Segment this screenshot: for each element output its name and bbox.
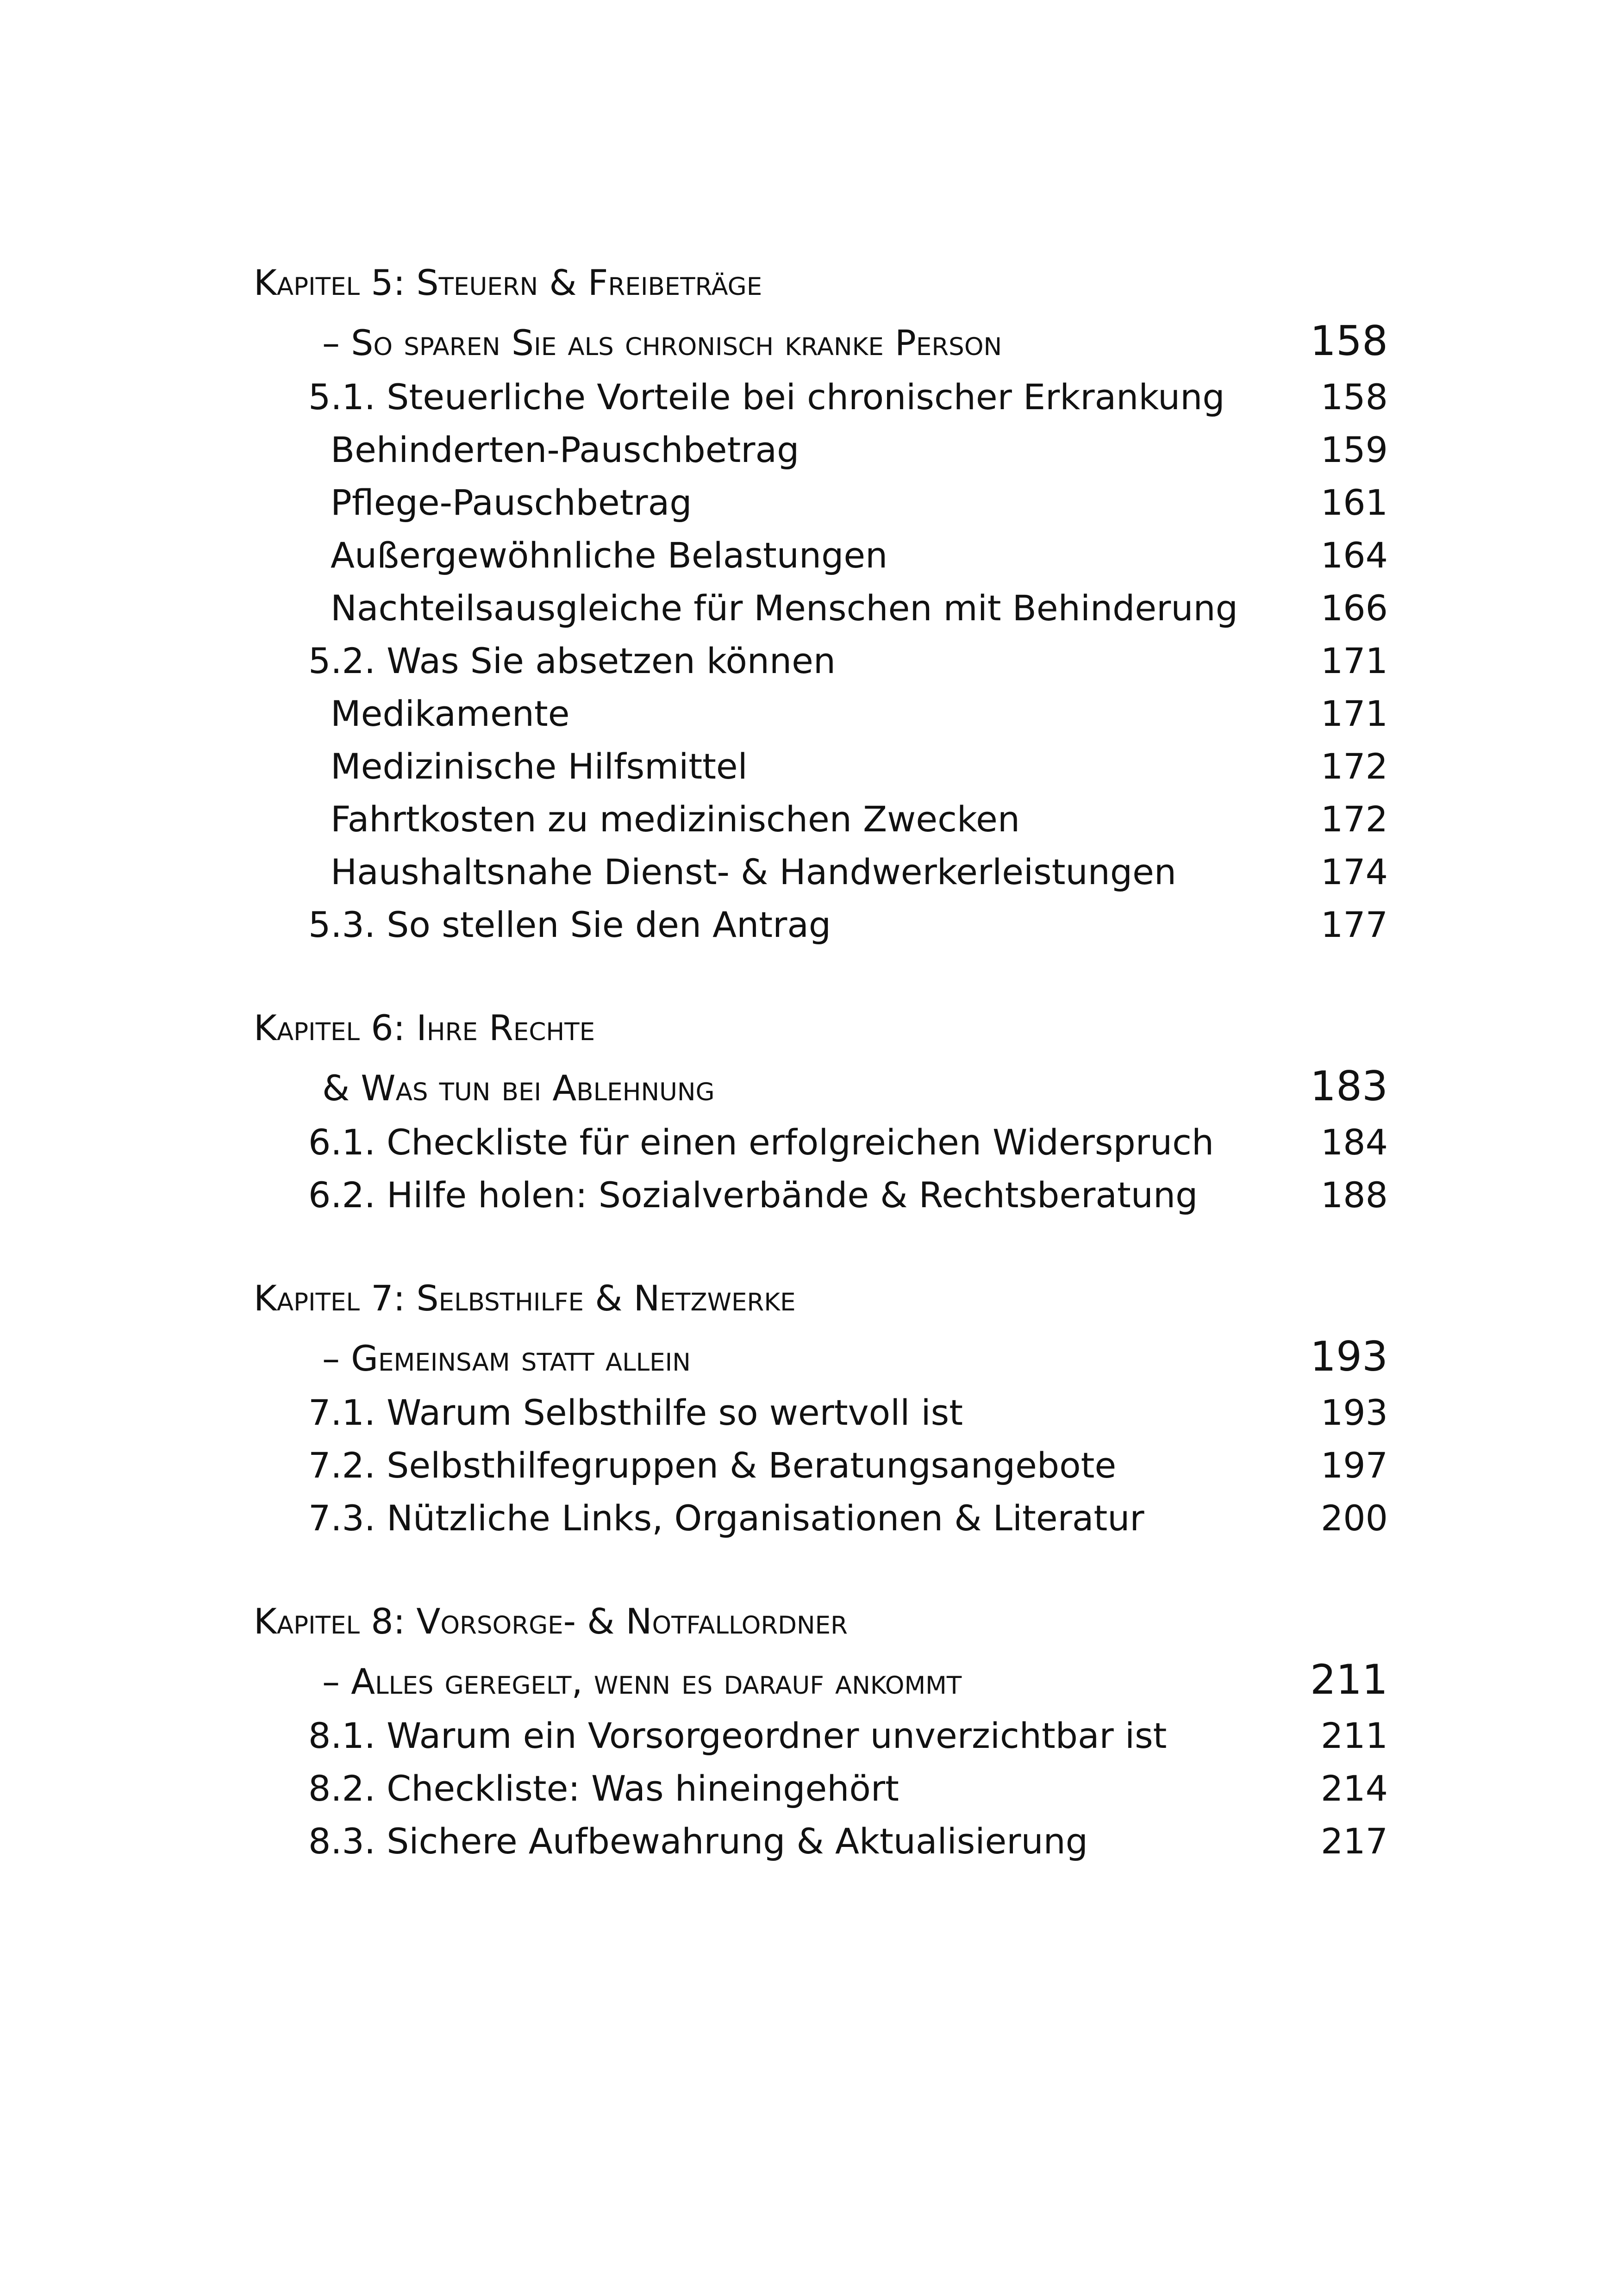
page-number: 159 <box>1320 429 1388 470</box>
chapter-title: Kapitel 6: Ihre Rechte <box>254 1007 595 1048</box>
entry-text: Pflege-Pauschbetrag <box>331 482 692 523</box>
toc-section-entry <box>254 1116 1388 1169</box>
page-number: 158 <box>1320 376 1388 418</box>
page-number: 171 <box>1320 693 1388 734</box>
page-number: 183 <box>1310 1062 1388 1110</box>
page-number: 164 <box>1320 535 1388 576</box>
page-number: 172 <box>1320 746 1388 787</box>
chapter-subtitle: & Was tun bei Ablehnung <box>322 1067 715 1109</box>
toc-section-entry <box>254 1492 1388 1545</box>
page-number: 171 <box>1320 640 1388 681</box>
page-number: 211 <box>1320 1715 1388 1756</box>
entry-text: Medizinische Hilfsmittel <box>331 746 748 787</box>
chapter-7 <box>254 1268 1388 1545</box>
page-number: 200 <box>1320 1497 1388 1539</box>
toc-section-entry <box>254 1386 1388 1439</box>
entry-text: Nachteilsausgleiche für Menschen mit Behinderung <box>331 587 1238 629</box>
toc-section-entry <box>254 1815 1388 1868</box>
toc-section-entry <box>254 1762 1388 1815</box>
chapter-8 <box>254 1591 1388 1868</box>
toc-section-entry <box>254 371 1388 424</box>
entry-text: Außergewöhnliche Belastungen <box>331 535 888 576</box>
chapter-subtitle-row <box>254 313 1388 371</box>
toc-section-entry <box>254 1169 1388 1222</box>
chapter-title: Kapitel 7: Selbsthilfe & Netzwerke <box>254 1278 796 1319</box>
toc-subsection-entry <box>254 687 1388 740</box>
toc-subsection-entry <box>254 476 1388 529</box>
page-number: 188 <box>1320 1174 1388 1216</box>
chapter-subtitle: – Alles geregelt, wenn es darauf ankommt <box>322 1661 962 1702</box>
toc-section-entry <box>254 1709 1388 1762</box>
toc-subsection-entry <box>254 740 1388 793</box>
page-number: 193 <box>1310 1333 1388 1380</box>
entry-text: Behinderten-Pauschbetrag <box>331 429 800 470</box>
entry-text: Fahrtkosten zu medizinischen Zwecken <box>331 798 1020 840</box>
entry-text: 6.1. Checkliste für einen erfolgreichen Widerspruch <box>308 1122 1214 1163</box>
page-number: 161 <box>1320 482 1388 523</box>
table-of-contents <box>254 252 1388 1914</box>
entry-text: 5.1. Steuerliche Vorteile bei chronischer Erkrankung <box>308 376 1225 418</box>
toc-subsection-entry <box>254 793 1388 846</box>
page-number: 211 <box>1310 1656 1388 1703</box>
entry-text: Haushaltsnahe Dienst- & Handwerkerleistungen <box>331 851 1177 892</box>
page-number: 158 <box>1310 317 1388 365</box>
chapter-subtitle-row <box>254 1329 1388 1386</box>
toc-section-entry <box>254 1439 1388 1492</box>
toc-section-entry <box>254 898 1388 951</box>
page-number: 193 <box>1320 1392 1388 1433</box>
entry-text: 6.2. Hilfe holen: Sozialverbände & Rechtsberatung <box>308 1174 1198 1216</box>
page-number: 184 <box>1320 1122 1388 1163</box>
page-number: 174 <box>1320 851 1388 892</box>
chapter-subtitle-row <box>254 1652 1388 1709</box>
chapter-title: Kapitel 8: Vorsorge- & Notfallordner <box>254 1601 848 1642</box>
page-number: 197 <box>1320 1445 1388 1486</box>
entry-text: 5.2. Was Sie absetzen können <box>308 640 836 681</box>
entry-text: 8.3. Sichere Aufbewahrung & Aktualisierung <box>308 1821 1088 1862</box>
page-number: 172 <box>1320 798 1388 840</box>
chapter-subtitle: – Gemeinsam statt allein <box>322 1338 691 1379</box>
toc-subsection-entry <box>254 529 1388 582</box>
toc-subsection-entry <box>254 424 1388 476</box>
entry-text: 8.2. Checkliste: Was hineingehört <box>308 1768 899 1809</box>
chapter-subtitle-row <box>254 1059 1388 1116</box>
entry-text: 7.2. Selbsthilfegruppen & Beratungsangebote <box>308 1445 1117 1486</box>
entry-text: 7.3. Nützliche Links, Organisationen & Literatur <box>308 1497 1144 1539</box>
entry-text: 8.1. Warum ein Vorsorgeordner unverzichtbar ist <box>308 1715 1167 1756</box>
chapter-5 <box>254 252 1388 951</box>
page-number: 217 <box>1320 1821 1388 1862</box>
entry-text: 5.3. So stellen Sie den Antrag <box>308 904 831 945</box>
page-number: 214 <box>1320 1768 1388 1809</box>
chapter-6 <box>254 998 1388 1222</box>
toc-subsection-entry <box>254 582 1388 635</box>
entry-text: 7.1. Warum Selbsthilfe so wertvoll ist <box>308 1392 963 1433</box>
toc-subsection-entry <box>254 846 1388 898</box>
chapter-subtitle: – So sparen Sie als chronisch kranke Person <box>322 322 1002 363</box>
entry-text: Medikamente <box>331 693 570 734</box>
page-number: 166 <box>1320 587 1388 629</box>
toc-section-entry <box>254 635 1388 687</box>
page-number: 177 <box>1320 904 1388 945</box>
chapter-title: Kapitel 5: Steuern & Freibeträge <box>254 262 762 303</box>
